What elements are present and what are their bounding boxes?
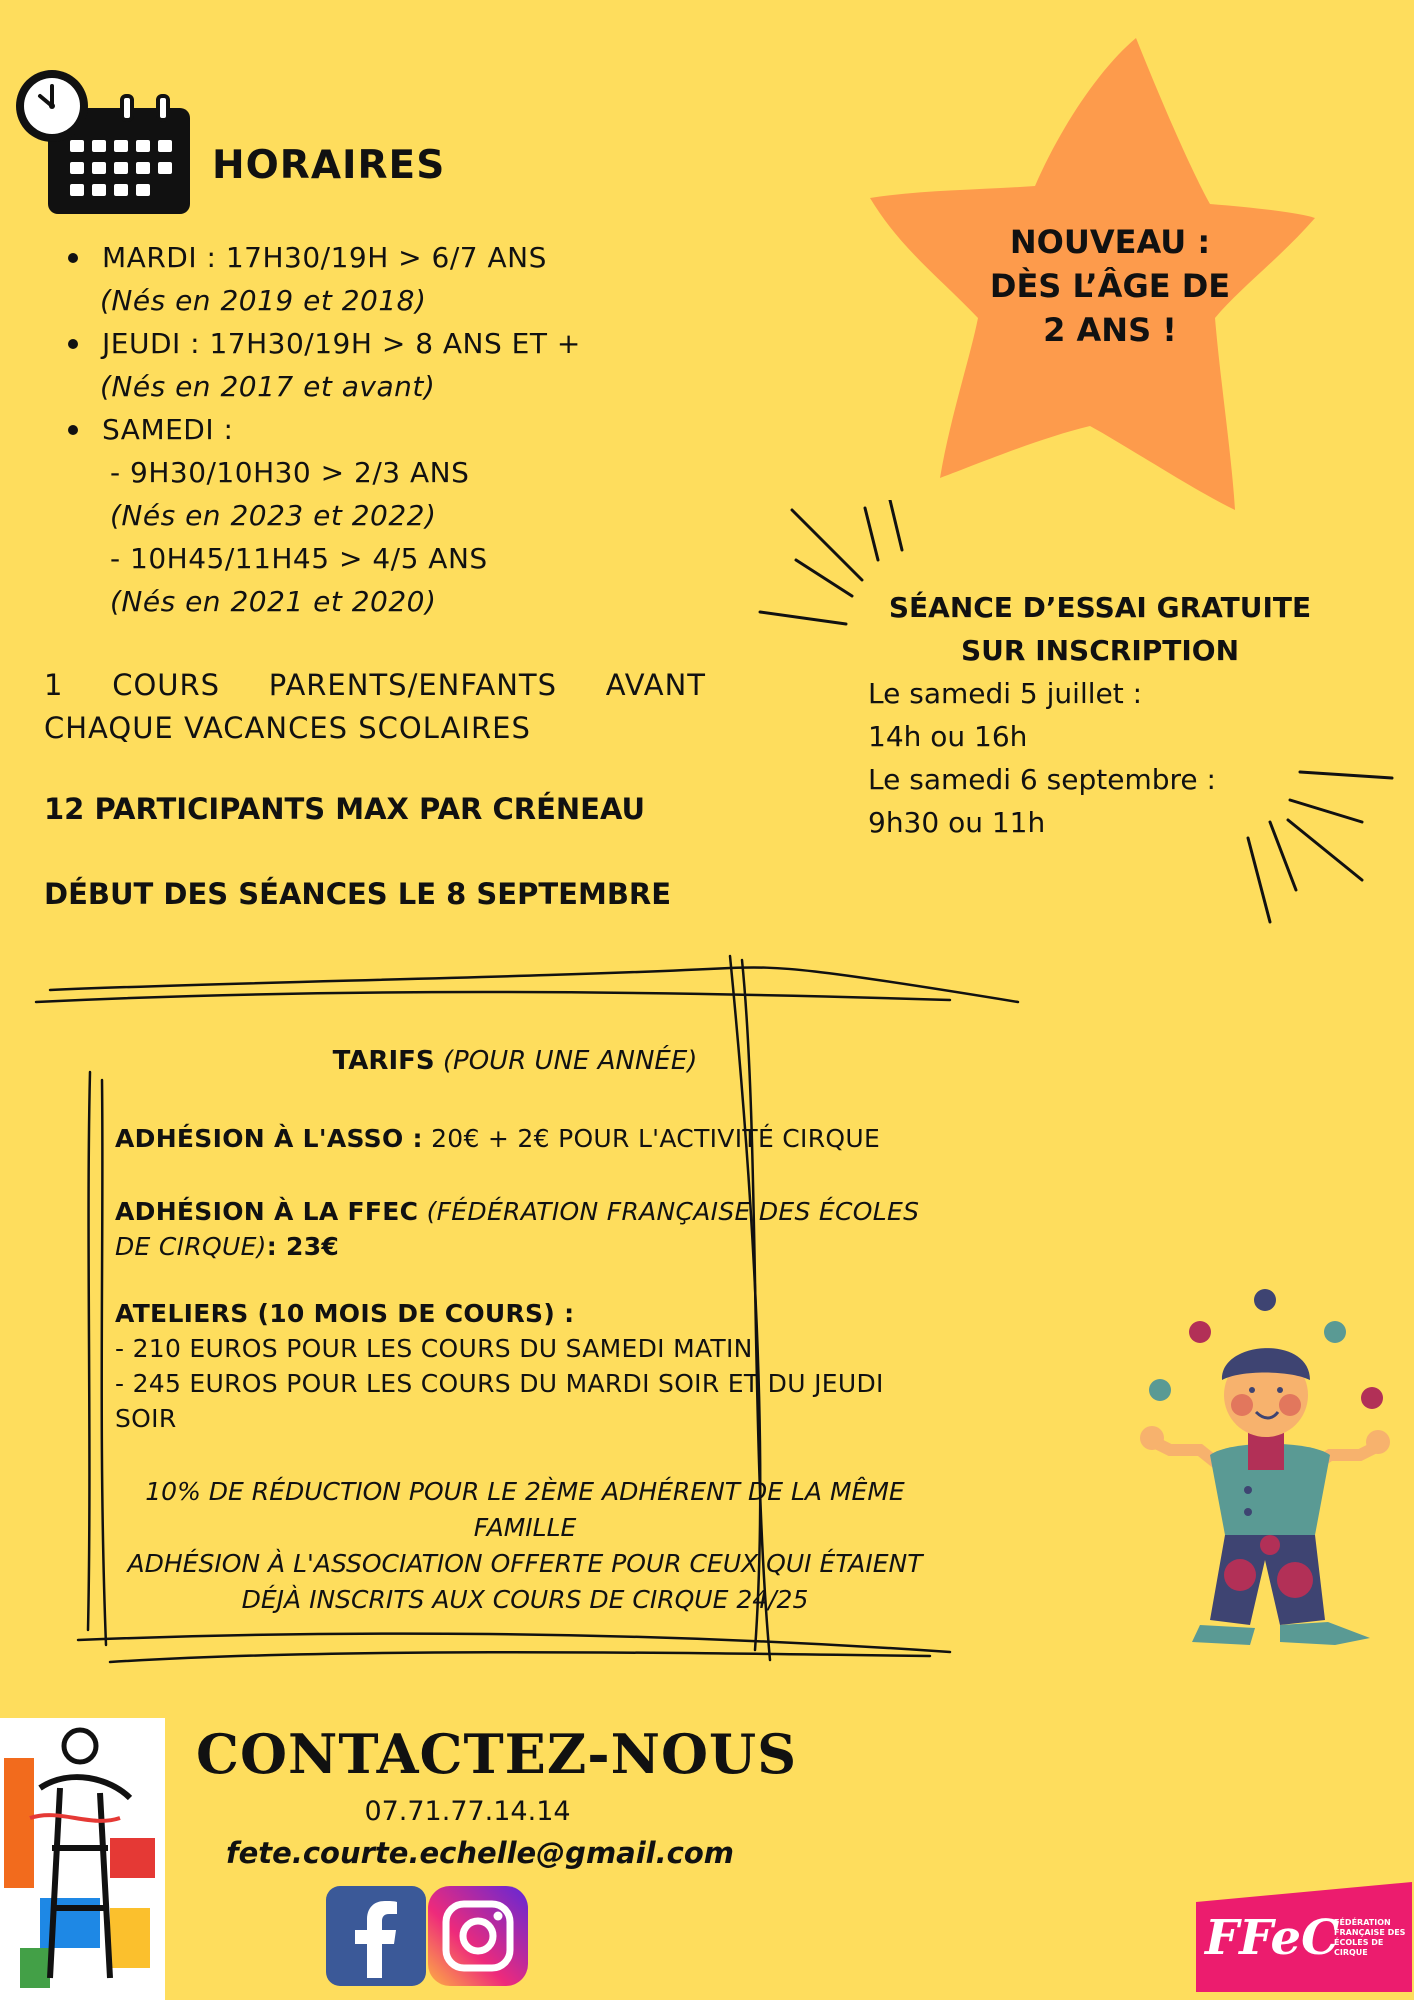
star-line-2: DÈS L’ÂGE DE [989,267,1231,305]
tarif-note-1: 10% DE RÉDUCTION POUR LE 2ÈME ADHÉRENT DE LA MÊME FAMILLE [145,1477,905,1542]
star-line-3: 2 ANS ! [1043,311,1177,349]
bullet-icon [68,253,78,263]
schedule-jeudi: JEUDI : 17H30/19H > 8 ANS ET + [102,327,581,360]
bullet-icon [68,339,78,349]
tarif-note-2: ADHÉSION À L'ASSOCIATION OFFERTE POUR CEUX QUI ÉTAIENT DÉJÀ INSCRITS AUX COURS DE CIRQUE 24/25 [127,1549,923,1614]
tarifs-title-note: (POUR UNE ANNÉE) [442,1046,698,1076]
trial-title-line-1: SÉANCE D’ESSAI GRATUITE [888,591,1312,624]
tarif-ateliers-label: ATELIERS (10 MOIS DE COURS) : [115,1299,575,1328]
bullet-icon [68,425,78,435]
trial-date-2: Le samedi 6 septembre : [868,763,1216,796]
parents-course-info: 1 COURS PARENTS/ENFANTS AVANT CHAQUE VACANCES SCOLAIRES [44,668,706,745]
star-line-1: NOUVEAU : [1009,223,1211,261]
tarifs-title [90,1046,940,1076]
juggler-illustration [1130,1280,1400,1690]
instagram-icon[interactable] [428,1886,528,1986]
tarif-asso-value: 20€ + 2€ POUR L'ACTIVITÉ CIRQUE [431,1124,881,1153]
trial-session-title [860,586,1340,672]
tarif-asso [115,1121,935,1156]
tarif-ffec-label: ADHÉSION À LA FFEC [115,1197,419,1226]
tarif-ateliers-line-2: - 245 EUROS POUR LES COURS DU MARDI SOIR ET DU JEUDI SOIR [115,1369,884,1433]
clock-icon [16,70,88,142]
participants-info: 12 PARTICIPANTS MAX PAR CRÉNEAU [44,792,646,826]
tarif-ateliers-line-1: - 210 EUROS POUR LES COURS DU SAMEDI MATIN [115,1334,753,1363]
association-logo [0,1718,165,2000]
schedule-jeudi-note: (Nés en 2017 et avant) [100,370,436,403]
schedule-samedi-slot1: - 9H30/10H30 > 2/3 ANS [110,456,470,489]
facebook-icon[interactable] [326,1886,426,1986]
tarif-notes [115,1474,935,1618]
tarif-ffec [115,1194,935,1264]
tarif-ffec-note: (FÉDÉRATION FRANÇAISE DES ÉCOLES DE CIRQUE) [115,1197,920,1261]
schedule-mardi-note: (Nés en 2019 et 2018) [100,284,427,317]
burst-lines-icon [1240,760,1400,930]
schedule-samedi: SAMEDI : [102,413,234,446]
schedule-samedi-slot1-note: (Nés en 2023 et 2022) [110,499,437,532]
schedule-mardi: MARDI : 17H30/19H > 6/7 ANS [102,241,547,274]
trial-date-1: Le samedi 5 juillet : [868,677,1143,710]
schedule-samedi-slot2-note: (Nés en 2021 et 2020) [110,585,437,618]
page-title: HORAIRES [212,143,446,188]
schedule-samedi-slot2: - 10H45/11H45 > 4/5 ANS [110,542,488,575]
ffec-logo-subtitle: FÉDÉRATION FRANÇAISE DES ÉCOLES DE CIRQUE [1334,1918,1406,1957]
start-date-info: DÉBUT DES SÉANCES LE 8 SEPTEMBRE [44,877,672,911]
tarif-ffec-value: : 23€ [266,1232,340,1261]
ffec-logo-letters: FFeC [1205,1910,1340,1966]
tarifs-title-label: TARIFS [332,1046,435,1076]
contact-phone[interactable]: 07.71.77.14.14 [364,1796,571,1827]
trial-title-line-2: SUR INSCRIPTION [960,634,1240,667]
trial-time-1: 14h ou 16h [868,720,1028,753]
star-announcement [960,220,1260,352]
calendar-clock-icon [12,66,192,216]
contact-title: CONTACTEZ-NOUS [196,1722,798,1786]
contact-email[interactable]: fete.courte.echelle@gmail.com [226,1836,734,1870]
trial-time-2: 9h30 ou 11h [868,806,1046,839]
tarif-asso-label: ADHÉSION À L'ASSO : [115,1124,423,1153]
